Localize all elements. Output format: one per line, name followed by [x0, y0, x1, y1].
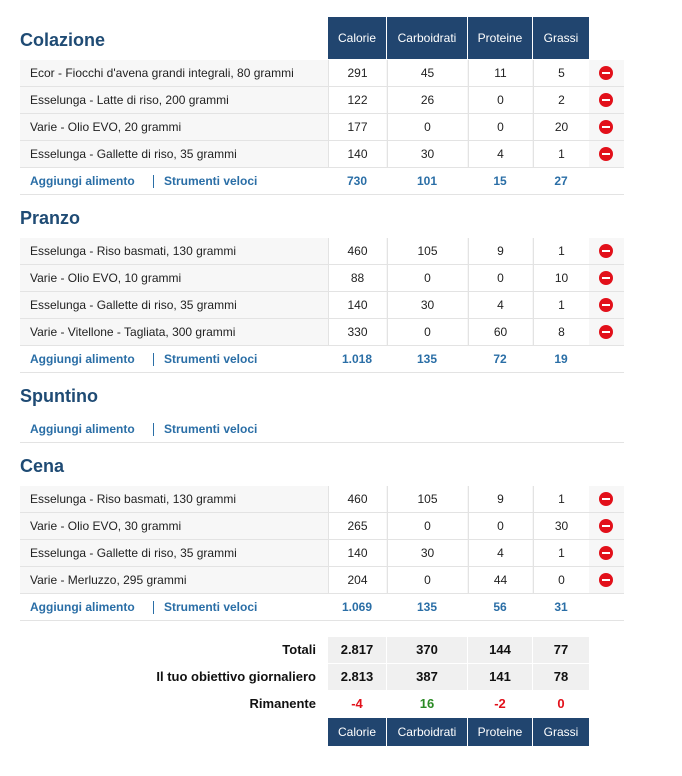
food-row — [20, 60, 624, 87]
remove-circle-icon[interactable] — [599, 93, 613, 107]
food-fat: 1 — [533, 486, 589, 512]
food-carbs: 105 — [387, 238, 467, 264]
food-calories: 140 — [328, 540, 386, 566]
link-separator — [153, 423, 154, 436]
food-calories: 265 — [328, 513, 386, 539]
meal-actions — [20, 416, 624, 443]
column-header-calories: Calorie — [328, 17, 386, 59]
food-carbs: 26 — [387, 87, 467, 113]
food-fat: 0 — [533, 567, 589, 593]
link-separator — [153, 175, 154, 188]
add-food-link[interactable]: Aggiungi alimento — [30, 422, 135, 436]
meal-total-protein: 56 — [493, 600, 507, 614]
summary-calories: 2.813 — [328, 664, 386, 690]
summary-label: Il tuo obiettivo giornaliero — [156, 669, 316, 684]
remove-circle-icon[interactable] — [599, 573, 613, 587]
meal-total-carbs: 135 — [416, 352, 438, 366]
food-protein: 0 — [468, 513, 532, 539]
meal-total-fat: 27 — [554, 174, 568, 188]
food-fat: 1 — [533, 292, 589, 318]
food-carbs: 0 — [387, 567, 467, 593]
quick-tools-link[interactable]: Strumenti veloci — [164, 422, 258, 436]
meal-total-fat: 19 — [554, 352, 568, 366]
food-row — [20, 540, 624, 567]
food-row — [20, 319, 624, 346]
meal-total-calories: 730 — [346, 174, 368, 188]
meal-total-calories: 1.018 — [341, 352, 373, 366]
food-row — [20, 567, 624, 594]
food-row — [20, 265, 624, 292]
remove-circle-icon[interactable] — [599, 66, 613, 80]
footer-column-header-fat: Grassi — [533, 718, 589, 746]
add-food-link[interactable]: Aggiungi alimento — [30, 600, 135, 614]
quick-tools-link[interactable]: Strumenti veloci — [164, 352, 258, 366]
food-calories: 140 — [328, 292, 386, 318]
food-calories: 88 — [328, 265, 386, 291]
meal-total-protein: 72 — [493, 352, 507, 366]
food-name: Ecor - Fiocchi d'avena grandi integrali, 80 grammi — [30, 66, 294, 80]
footer-column-header-carbs: Carboidrati — [387, 718, 467, 746]
food-name: Varie - Olio EVO, 10 grammi — [30, 271, 182, 285]
food-carbs: 105 — [387, 486, 467, 512]
meal-actions — [20, 594, 624, 621]
column-header-protein: Proteine — [468, 17, 532, 59]
meal-actions — [20, 346, 624, 373]
summary-row — [0, 691, 682, 717]
food-protein: 0 — [468, 87, 532, 113]
remove-circle-icon[interactable] — [599, 519, 613, 533]
meal-total-carbs: 135 — [416, 600, 438, 614]
footer-column-header-calories: Calorie — [328, 718, 386, 746]
food-row — [20, 513, 624, 540]
remove-circle-icon[interactable] — [599, 492, 613, 506]
food-name: Varie - Merluzzo, 295 grammi — [30, 573, 187, 587]
add-food-link[interactable]: Aggiungi alimento — [30, 174, 135, 188]
remove-circle-icon[interactable] — [599, 244, 613, 258]
food-fat: 10 — [533, 265, 589, 291]
food-carbs: 30 — [387, 141, 467, 167]
food-calories: 460 — [328, 486, 386, 512]
food-protein: 4 — [468, 292, 532, 318]
food-fat: 5 — [533, 60, 589, 86]
summary-calories: -4 — [328, 691, 386, 717]
food-calories: 330 — [328, 319, 386, 345]
summary-carbs: 370 — [387, 637, 467, 663]
food-fat: 1 — [533, 540, 589, 566]
summary-fat: 0 — [533, 691, 589, 717]
meal-title: Colazione — [20, 30, 106, 50]
food-carbs: 0 — [387, 114, 467, 140]
food-carbs: 0 — [387, 265, 467, 291]
summary-fat: 77 — [533, 637, 589, 663]
food-carbs: 0 — [387, 319, 467, 345]
food-fat: 30 — [533, 513, 589, 539]
summary-protein: -2 — [468, 691, 532, 717]
summary-label: Totali — [282, 642, 316, 657]
food-carbs: 30 — [387, 540, 467, 566]
food-row — [20, 238, 624, 265]
summary-calories: 2.817 — [328, 637, 386, 663]
summary-protein: 144 — [468, 637, 532, 663]
food-name: Esselunga - Riso basmati, 130 grammi — [30, 492, 237, 506]
summary-fat: 78 — [533, 664, 589, 690]
food-protein: 4 — [468, 540, 532, 566]
summary-carbs: 16 — [387, 691, 467, 717]
food-row — [20, 292, 624, 319]
remove-circle-icon[interactable] — [599, 147, 613, 161]
food-fat: 20 — [533, 114, 589, 140]
food-name: Varie - Olio EVO, 30 grammi — [30, 519, 182, 533]
food-protein: 44 — [468, 567, 532, 593]
footer-column-header-protein: Proteine — [468, 718, 532, 746]
food-row — [20, 486, 624, 513]
food-carbs: 45 — [387, 60, 467, 86]
remove-circle-icon[interactable] — [599, 298, 613, 312]
column-header-carbs: Carboidrati — [387, 17, 467, 59]
food-fat: 2 — [533, 87, 589, 113]
food-name: Esselunga - Riso basmati, 130 grammi — [30, 244, 237, 258]
meal-total-carbs: 101 — [416, 174, 438, 188]
food-carbs: 30 — [387, 292, 467, 318]
meal-title: Pranzo — [20, 208, 81, 228]
food-protein: 11 — [468, 60, 532, 86]
food-fat: 8 — [533, 319, 589, 345]
quick-tools-link[interactable]: Strumenti veloci — [164, 600, 258, 614]
summary-row — [0, 637, 682, 663]
food-calories: 204 — [328, 567, 386, 593]
food-name: Varie - Olio EVO, 20 grammi — [30, 120, 182, 134]
food-name: Esselunga - Gallette di riso, 35 grammi — [30, 147, 237, 161]
food-carbs: 0 — [387, 513, 467, 539]
food-row — [20, 141, 624, 168]
meal-title: Spuntino — [20, 386, 98, 406]
food-calories: 177 — [328, 114, 386, 140]
food-protein: 0 — [468, 265, 532, 291]
remove-circle-icon[interactable] — [599, 546, 613, 560]
food-fat: 1 — [533, 141, 589, 167]
meal-total-fat: 31 — [554, 600, 568, 614]
meal-actions — [20, 168, 624, 195]
food-calories: 291 — [328, 60, 386, 86]
remove-circle-icon[interactable] — [599, 325, 613, 339]
food-protein: 9 — [468, 238, 532, 264]
food-protein: 0 — [468, 114, 532, 140]
link-separator — [153, 353, 154, 366]
food-calories: 140 — [328, 141, 386, 167]
add-food-link[interactable]: Aggiungi alimento — [30, 352, 135, 366]
food-calories: 460 — [328, 238, 386, 264]
food-calories: 122 — [328, 87, 386, 113]
summary-label: Rimanente — [249, 696, 316, 711]
remove-circle-icon[interactable] — [599, 271, 613, 285]
food-protein: 60 — [468, 319, 532, 345]
food-protein: 9 — [468, 486, 532, 512]
remove-circle-icon[interactable] — [599, 120, 613, 134]
food-name: Esselunga - Gallette di riso, 35 grammi — [30, 546, 237, 560]
meal-total-calories: 1.069 — [341, 600, 373, 614]
summary-protein: 141 — [468, 664, 532, 690]
link-separator — [153, 601, 154, 614]
summary-row — [0, 664, 682, 690]
food-row — [20, 114, 624, 141]
food-name: Varie - Vitellone - Tagliata, 300 grammi — [30, 325, 236, 339]
food-name: Esselunga - Gallette di riso, 35 grammi — [30, 298, 237, 312]
food-protein: 4 — [468, 141, 532, 167]
food-row — [20, 87, 624, 114]
summary-carbs: 387 — [387, 664, 467, 690]
food-fat: 1 — [533, 238, 589, 264]
meal-total-protein: 15 — [493, 174, 507, 188]
column-header-fat: Grassi — [533, 17, 589, 59]
meal-title: Cena — [20, 456, 65, 476]
food-name: Esselunga - Latte di riso, 200 grammi — [30, 93, 229, 107]
quick-tools-link[interactable]: Strumenti veloci — [164, 174, 258, 188]
